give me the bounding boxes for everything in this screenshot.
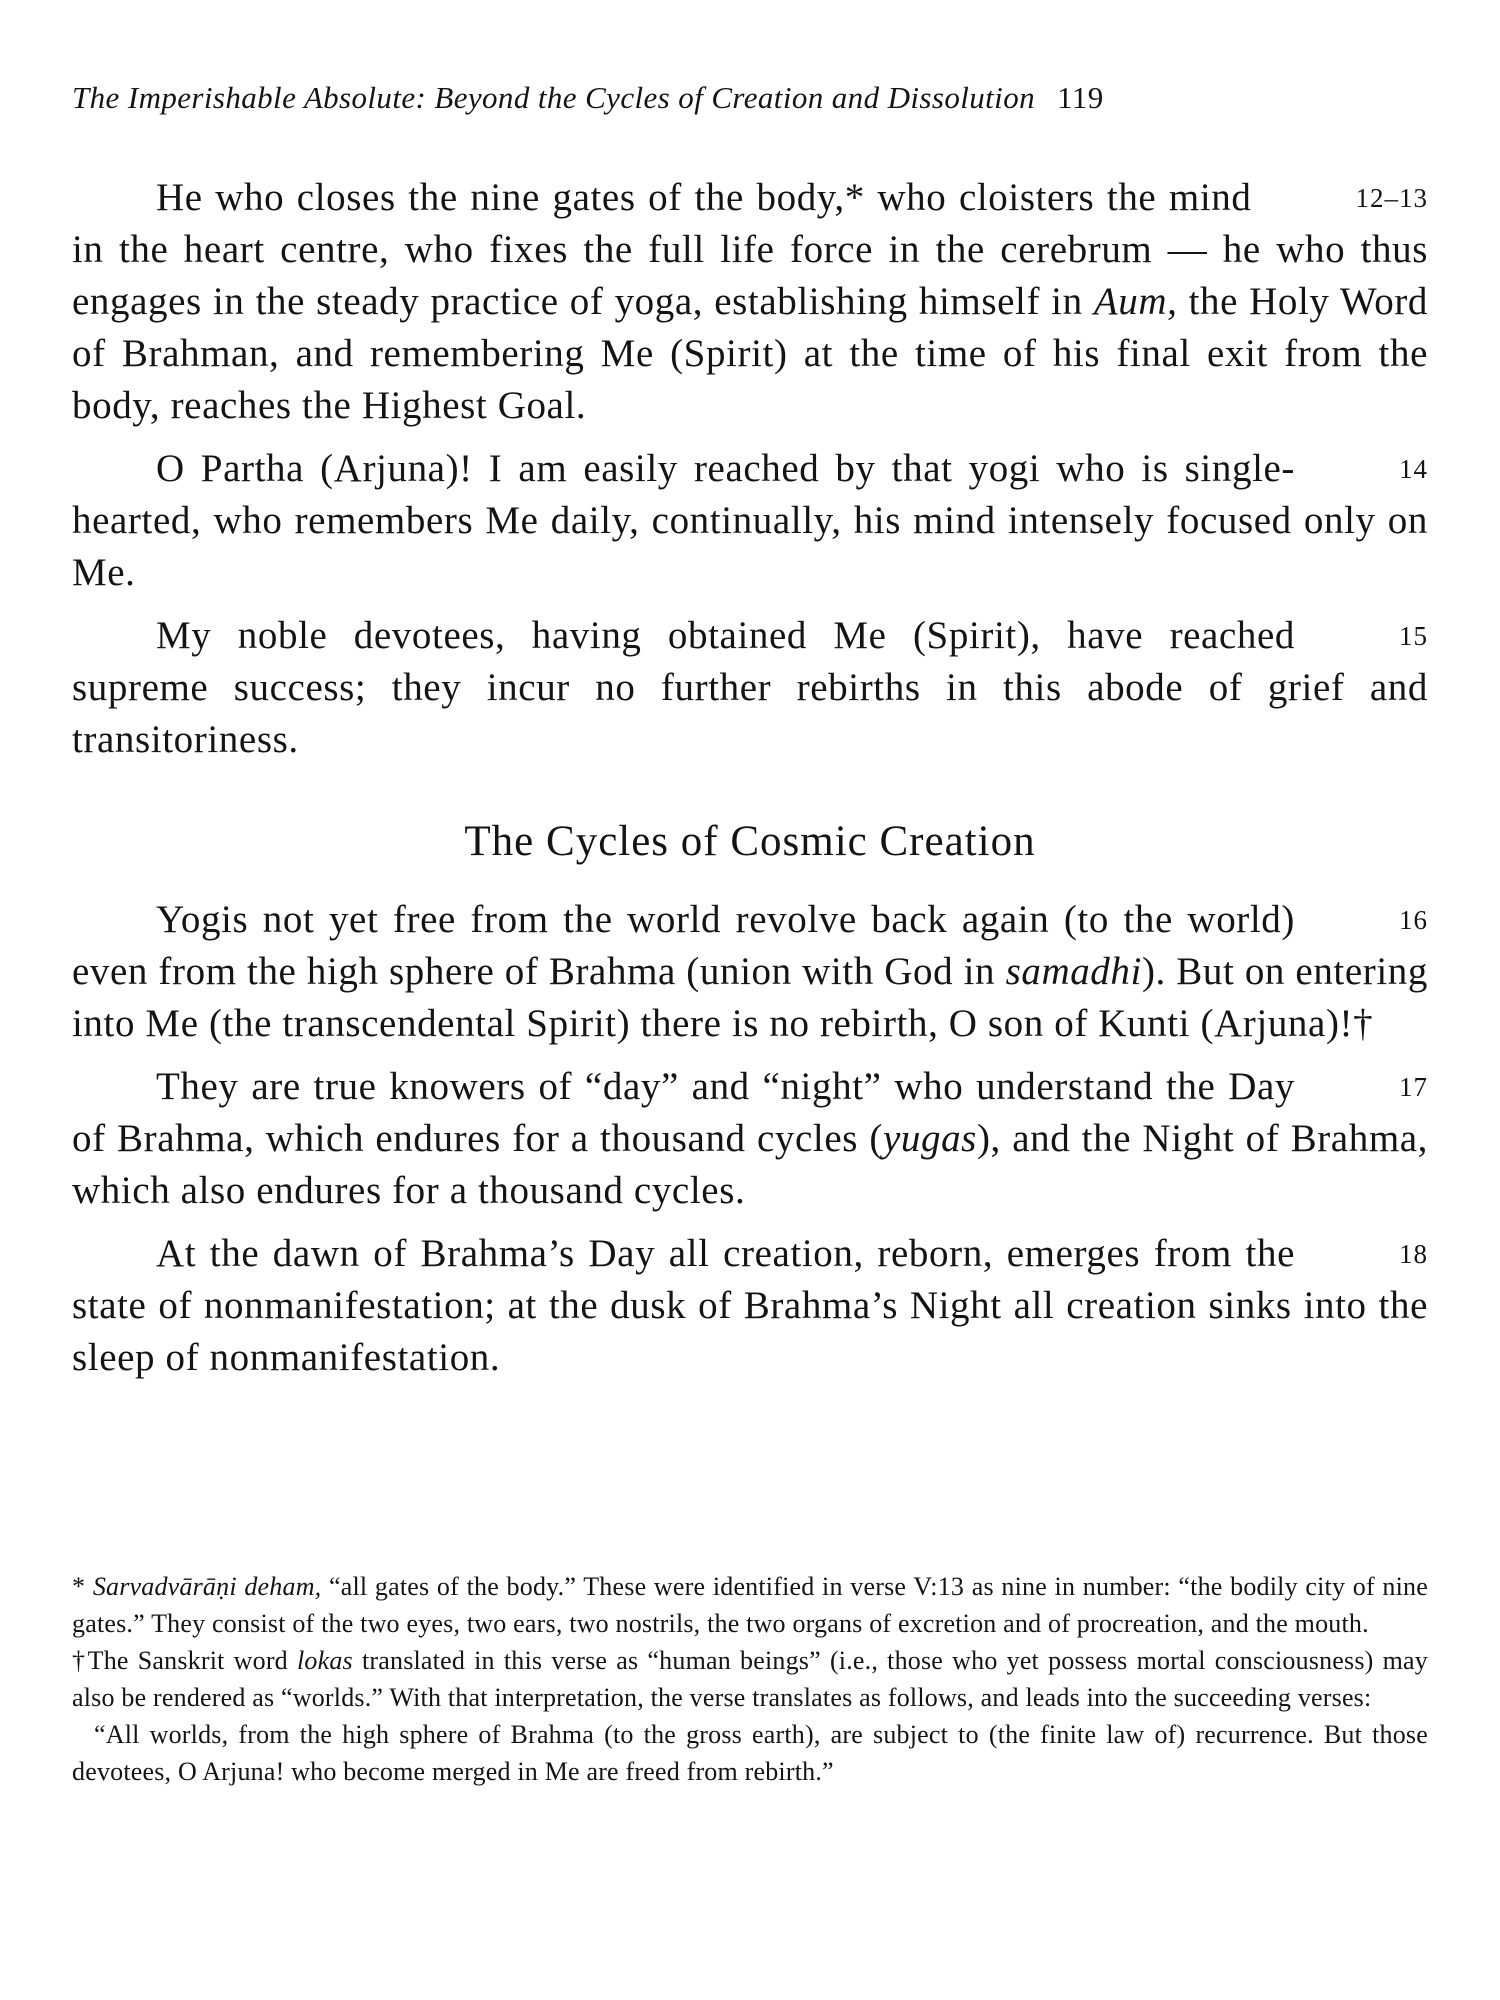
verse-14 <box>72 443 1428 599</box>
verse-number: 17 <box>1399 1072 1428 1102</box>
main-text <box>72 172 1428 1395</box>
verse-number: 16 <box>1399 905 1428 935</box>
verse-text: He who closes the nine gates of the body,* who cloisters the mind in the heart centre, who fixes the full life force in the cerebrum — he who thus engages in the steady practice of yoga, establishing himself in <box>72 176 1428 323</box>
footnote-italic-term: lokas <box>296 1646 353 1675</box>
verse-text: They are true knowers of “day” and “night” who understand the Day of Brahma, which endures for a thousand cycles ( <box>72 1065 1295 1160</box>
footnote-asterisk <box>72 1568 1428 1642</box>
footnote-marker: * <box>72 1572 93 1601</box>
footnote-dagger <box>72 1642 1428 1716</box>
footnote-marker: † <box>72 1646 88 1675</box>
verse-18 <box>72 1228 1428 1384</box>
verse-15 <box>72 610 1428 766</box>
verse-text: the Holy Word of Brahman, and remembering Me (Spirit) at the time of his final exit from the body, reaches the Highest Goal. <box>72 280 1429 427</box>
footnotes <box>72 1568 1428 1790</box>
verse-text: O Partha (Arjuna)! I am easily reached by that yogi who is single-hearted, who remembers Me daily, continually, his mind intensely focused only on Me. <box>72 447 1428 594</box>
verse-italic-term: yugas <box>882 1117 977 1160</box>
verse-number: 14 <box>1399 454 1428 484</box>
section-heading: The Cycles of Cosmic Creation <box>464 818 1036 865</box>
footnote-text: translated in this verse as “human beings” (i.e., those who yet possess mortal consciousness) may also be rendered as “worlds.” With that interpretation, the verse translates as follows, and leads into the succeeding verses: <box>72 1646 1428 1712</box>
verse-16 <box>72 894 1428 1050</box>
footnote-quote: “All worlds, from the high sphere of Brahma (to the gross earth), are subject to (the finite law of) recurrence. But those devotees, O Arjuna! who become merged in Me are freed from rebirth.” <box>72 1720 1428 1786</box>
verse-italic-term: Aum, <box>1093 280 1178 323</box>
footnote-text: “all gates of the body.” These were identified in verse V:13 as nine in number: “the bodily city of nine gates.” They consist of the two eyes, two ears, two nostrils, the two organs of excretion and of procreation, and the mouth. <box>72 1572 1428 1638</box>
verse-text: Yogis not yet free from the world revolve back again (to the world) even from the high sphere of Brahma (union with God in <box>72 898 1295 993</box>
verse-italic-term: samadhi <box>1005 950 1142 993</box>
verse-text: At the dawn of Brahma’s Day all creation, reborn, emerges from the state of nonmanifestation; at the dusk of Brahma’s Night all creation sinks into the sleep of nonmanifestation. <box>72 1232 1428 1379</box>
verse-text: ), and the Night of Brahma, which also endures for a thousand cycles. <box>72 1117 1429 1212</box>
running-title: The Imperishable Absolute: Beyond the Cycles of Creation and Dissolution <box>72 80 1035 115</box>
verse-number: 12–13 <box>1355 183 1428 213</box>
verse-number: 18 <box>1399 1239 1428 1269</box>
page-number: 119 <box>1057 80 1104 115</box>
verse-text: ). But on entering into Me (the transcendental Spirit) there is no rebirth, O son of Kunti (Arjuna)!† <box>72 950 1429 1045</box>
running-head <box>72 80 1428 116</box>
verse-17 <box>72 1061 1428 1217</box>
verse-number: 15 <box>1399 621 1428 651</box>
verse-12-13 <box>72 172 1428 432</box>
footnote-italic-term: Sarvadvārāṇi deham, <box>92 1572 322 1601</box>
verse-text: My noble devotees, having obtained Me (Spirit), have reached supreme success; they incur no further rebirths in this abode of grief and transitoriness. <box>72 614 1428 761</box>
footnote-text: The Sanskrit word <box>87 1646 297 1675</box>
